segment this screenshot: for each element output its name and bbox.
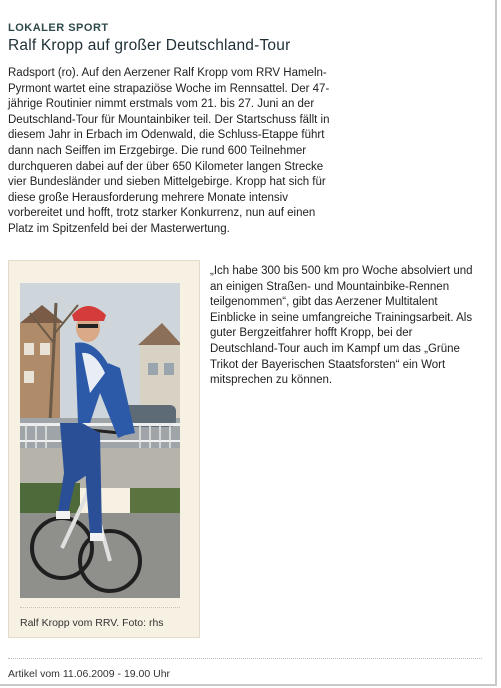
article-body: Radsport (ro). Auf den Aerzener Ralf Kropp vom RRV Hameln-Pyrmont wartet eine strapaziöse Woche im Rennsattel. Der 47-jährige Routinier nimmt erstmals vom 21. bis 27. Juni an der Deutschland-Tour für Mountainbiker teil. Der Startschuss fällt in diesem Jahr in Erbach im Odenwald, die Schluss-Etappe führt dann nach Seiffen im Erzgebirge. Die rund 600 Teilnehmer durchqueren dabei auf der über 650 Kilometer langen Strecke vier Bundesländer und sieben Mittelgebirge. Kropp hat sich für diese große Herausforderung mehrere Monate intensiv vorbereitet und hofft, trotz starker Konkurrenz, nun auf einen Platz im Spitzenfeld bei der Masterwertung. (8, 67, 330, 235)
caption-divider (20, 607, 180, 608)
article-photo (20, 283, 180, 598)
article-quote-paragraph: „Ich habe 300 bis 500 km pro Woche absolviert und an einigen Straßen- und Mountainbike-Rennen teilgenommen“, gibt das Aerzener Multitalent Einblicke in seine umfangreiche Trainingsarbeit. Als guter Bergzeitfahrer hofft Kropp, bei der Deutschland-Tour auch im Kampf um das „Grüne Trikot der Bayerischen Staatsforsten“ ein Wort mitsprechen zu können. (210, 265, 473, 387)
section-kicker: LOKALER SPORT (8, 22, 109, 34)
footer-divider (8, 658, 482, 659)
article-dateline: Artikel vom 11.06.2009 - 19.00 Uhr (8, 668, 171, 680)
photo-box (8, 260, 200, 638)
photo-caption: Ralf Kropp vom RRV. Foto: rhs (20, 617, 164, 629)
article-headline: Ralf Kropp auf großer Deutschland-Tour (8, 37, 291, 54)
